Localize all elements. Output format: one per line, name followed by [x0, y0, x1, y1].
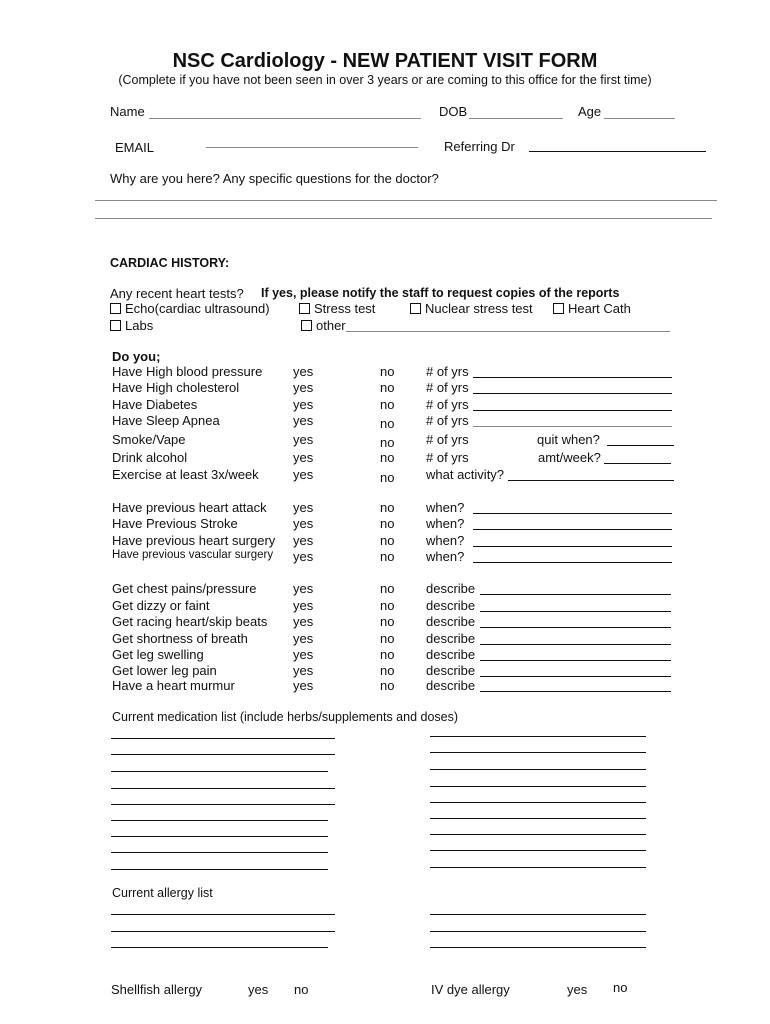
- question-label: Get racing heart/skip beats: [112, 614, 268, 629]
- detail-field[interactable]: [473, 393, 672, 394]
- medication-line-left[interactable]: [111, 869, 328, 870]
- detail-label: describe: [426, 614, 476, 629]
- detail-field[interactable]: [473, 546, 672, 547]
- detail-field[interactable]: [480, 611, 671, 612]
- other-field[interactable]: [346, 331, 670, 332]
- medication-line-left[interactable]: [111, 788, 335, 789]
- detail-field[interactable]: [473, 377, 672, 378]
- detail-label: describe: [426, 678, 476, 693]
- detail-field[interactable]: [480, 594, 671, 595]
- question-label: Have previous vascular surgery: [112, 549, 274, 561]
- no-option[interactable]: no: [380, 435, 395, 450]
- no-option[interactable]: no: [380, 581, 395, 596]
- detail-label: when?: [426, 549, 465, 564]
- allergy-line-left[interactable]: [111, 931, 335, 932]
- question-label: Have a heart murmur: [112, 678, 235, 693]
- referring-field[interactable]: [529, 151, 706, 152]
- medication-line-right[interactable]: [430, 736, 646, 737]
- question-label: Have Previous Stroke: [112, 516, 238, 531]
- medication-line-left[interactable]: [111, 738, 335, 739]
- question-label: Smoke/Vape: [112, 432, 186, 447]
- allergy-line-left[interactable]: [111, 914, 335, 915]
- detail-field[interactable]: [473, 426, 672, 427]
- heart-cath-label: Heart Cath: [568, 301, 631, 316]
- no-option[interactable]: no: [380, 364, 395, 379]
- page-subtitle: (Complete if you have not been seen in over 3 years or are coming to this office for the first time): [118, 73, 652, 87]
- other-label: other: [316, 318, 346, 333]
- yes-option[interactable]: yes: [293, 516, 314, 531]
- detail-label: describe: [426, 598, 476, 613]
- yes-option[interactable]: yes: [293, 598, 314, 613]
- checkbox-icon: [299, 303, 310, 314]
- shellfish-no[interactable]: no: [294, 982, 309, 997]
- medication-line-right[interactable]: [430, 752, 646, 753]
- yes-option[interactable]: yes: [293, 413, 314, 428]
- medication-line-left[interactable]: [111, 804, 335, 805]
- yes-option[interactable]: yes: [293, 432, 314, 447]
- allergy-line-right[interactable]: [430, 931, 646, 932]
- detail-field[interactable]: [473, 562, 672, 563]
- medication-line-right[interactable]: [430, 850, 646, 851]
- age-field[interactable]: [604, 118, 675, 119]
- age-label: Age: [578, 104, 602, 119]
- question-label: Get shortness of breath: [112, 631, 248, 646]
- yes-option[interactable]: yes: [293, 631, 314, 646]
- detail-field[interactable]: [480, 660, 671, 661]
- allergy-label: Current allergy list: [112, 886, 213, 900]
- detail-label: # of yrs: [426, 413, 469, 428]
- no-option[interactable]: no: [380, 397, 395, 412]
- medication-line-left[interactable]: [111, 754, 335, 755]
- medication-line-left[interactable]: [111, 852, 328, 853]
- medication-line-right[interactable]: [430, 834, 646, 835]
- question-label: Have previous heart attack: [112, 500, 267, 515]
- do-you-label: Do you;: [112, 349, 161, 364]
- yes-option[interactable]: yes: [293, 500, 314, 515]
- no-option[interactable]: no: [380, 516, 395, 531]
- why-label: Why are you here? Any specific questions for the doctor?: [110, 171, 439, 186]
- yes-option[interactable]: yes: [293, 397, 314, 412]
- question-label: Exercise at least 3x/week: [112, 467, 259, 482]
- detail-label: when?: [426, 500, 465, 515]
- yes-option[interactable]: yes: [293, 614, 314, 629]
- nuclear-stress-checkbox[interactable]: [410, 301, 533, 316]
- yes-option[interactable]: yes: [293, 647, 314, 662]
- allergy-line-left[interactable]: [111, 947, 328, 948]
- no-option[interactable]: no: [380, 416, 395, 431]
- no-option[interactable]: no: [380, 533, 395, 548]
- yes-option[interactable]: yes: [293, 380, 314, 395]
- detail-label: when?: [426, 516, 465, 531]
- medication-line-left[interactable]: [111, 771, 328, 772]
- yes-option[interactable]: yes: [293, 533, 314, 548]
- question-label: Get lower leg pain: [112, 663, 217, 678]
- tests-note: If yes, please notify the staff to request copies of the reports: [261, 286, 620, 300]
- page-title: NSC Cardiology - NEW PATIENT VISIT FORM: [172, 50, 598, 72]
- detail-field[interactable]: [473, 410, 672, 411]
- detail-field[interactable]: [508, 480, 674, 481]
- yes-option[interactable]: yes: [293, 549, 314, 564]
- nuclear-stress-label: Nuclear stress test: [425, 301, 533, 316]
- why-line-1[interactable]: [95, 200, 717, 201]
- question-label: Have Sleep Apnea: [112, 413, 220, 428]
- referring-label: Referring Dr: [444, 139, 515, 154]
- heart-cath-checkbox[interactable]: [553, 301, 631, 316]
- yes-option[interactable]: yes: [293, 678, 314, 693]
- checkbox-icon: [553, 303, 564, 314]
- email-label: EMAIL: [115, 140, 155, 155]
- shellfish-label: Shellfish allergy: [111, 982, 203, 997]
- name-label: Name: [110, 104, 145, 119]
- medication-line-right[interactable]: [430, 786, 646, 787]
- detail-field[interactable]: [480, 691, 671, 692]
- medication-line-left[interactable]: [111, 820, 328, 821]
- ivdye-yes[interactable]: yes: [567, 982, 588, 997]
- detail-label: # of yrs: [426, 364, 469, 379]
- question-label: Get chest pains/pressure: [112, 581, 257, 596]
- detail-label: describe: [426, 647, 476, 662]
- question-label: Get dizzy or faint: [112, 598, 210, 613]
- detail-label: what activity?: [426, 467, 505, 482]
- detail-field[interactable]: [473, 513, 672, 514]
- labs-label: Labs: [125, 318, 154, 333]
- no-option[interactable]: no: [380, 450, 395, 465]
- no-option[interactable]: no: [380, 598, 395, 613]
- detail-field[interactable]: [480, 627, 671, 628]
- no-option[interactable]: no: [380, 678, 395, 693]
- yes-option[interactable]: yes: [293, 663, 314, 678]
- medication-line-left[interactable]: [111, 836, 328, 837]
- checkbox-icon: [110, 303, 121, 314]
- email-field[interactable]: [206, 147, 418, 148]
- question-label: Have High blood pressure: [112, 364, 263, 379]
- no-option[interactable]: no: [380, 549, 395, 564]
- echo-checkbox[interactable]: [110, 301, 270, 316]
- echo-label: Echo(cardiac ultrasound): [125, 301, 270, 316]
- cardiac-heading: CARDIAC HISTORY:: [110, 256, 230, 270]
- question-label: Drink alcohol: [112, 450, 188, 465]
- shellfish-yes[interactable]: yes: [248, 982, 269, 997]
- name-field[interactable]: [149, 118, 421, 119]
- detail-field[interactable]: [480, 644, 671, 645]
- question-label: Get leg swelling: [112, 647, 204, 662]
- question-label: Have High cholesterol: [112, 380, 240, 395]
- checkbox-icon: [110, 320, 121, 331]
- detail-label-2: quit when?: [537, 432, 600, 447]
- detail-label: describe: [426, 631, 476, 646]
- tests-question: Any recent heart tests?: [110, 286, 244, 301]
- no-option[interactable]: no: [380, 647, 395, 662]
- allergy-line-right[interactable]: [430, 947, 646, 948]
- dob-field[interactable]: [469, 118, 563, 119]
- why-line-2[interactable]: [95, 218, 712, 219]
- detail-label-2: amt/week?: [538, 450, 601, 465]
- stress-test-label: Stress test: [314, 301, 376, 316]
- yes-option[interactable]: yes: [293, 450, 314, 465]
- medication-line-right[interactable]: [430, 802, 646, 803]
- no-option[interactable]: no: [380, 380, 395, 395]
- detail-label: describe: [426, 581, 476, 596]
- detail-label: describe: [426, 663, 476, 678]
- checkbox-icon: [410, 303, 421, 314]
- detail-label: # of yrs: [426, 380, 469, 395]
- ivdye-no[interactable]: no: [613, 980, 628, 995]
- question-label: Have previous heart surgery: [112, 533, 276, 548]
- no-option[interactable]: no: [380, 631, 395, 646]
- detail-field[interactable]: [480, 676, 671, 677]
- medication-label: Current medication list (include herbs/supplements and doses): [112, 710, 459, 724]
- no-option[interactable]: no: [380, 470, 395, 485]
- allergy-line-right[interactable]: [430, 914, 646, 915]
- detail-field[interactable]: [607, 445, 674, 446]
- medication-line-right[interactable]: [430, 769, 646, 770]
- medication-line-right[interactable]: [430, 867, 646, 868]
- checkbox-icon: [301, 320, 312, 331]
- no-option[interactable]: no: [380, 500, 395, 515]
- detail-label: # of yrs: [426, 397, 469, 412]
- do-you-text: Do you: [112, 349, 157, 364]
- other-checkbox[interactable]: [301, 318, 346, 333]
- no-option[interactable]: no: [380, 614, 395, 629]
- dob-label: DOB: [439, 104, 468, 119]
- detail-label: # of yrs: [426, 432, 469, 447]
- detail-label: when?: [426, 533, 465, 548]
- question-label: Have Diabetes: [112, 397, 198, 412]
- yes-option[interactable]: yes: [293, 364, 314, 379]
- medication-line-right[interactable]: [430, 818, 646, 819]
- yes-option[interactable]: yes: [293, 467, 314, 482]
- detail-field[interactable]: [604, 463, 671, 464]
- labs-checkbox[interactable]: [110, 318, 153, 333]
- detail-field[interactable]: [473, 529, 672, 530]
- stress-test-checkbox[interactable]: [299, 301, 375, 316]
- ivdye-label: IV dye allergy: [431, 982, 510, 997]
- no-option[interactable]: no: [380, 663, 395, 678]
- yes-option[interactable]: yes: [293, 581, 314, 596]
- detail-label: # of yrs: [426, 450, 469, 465]
